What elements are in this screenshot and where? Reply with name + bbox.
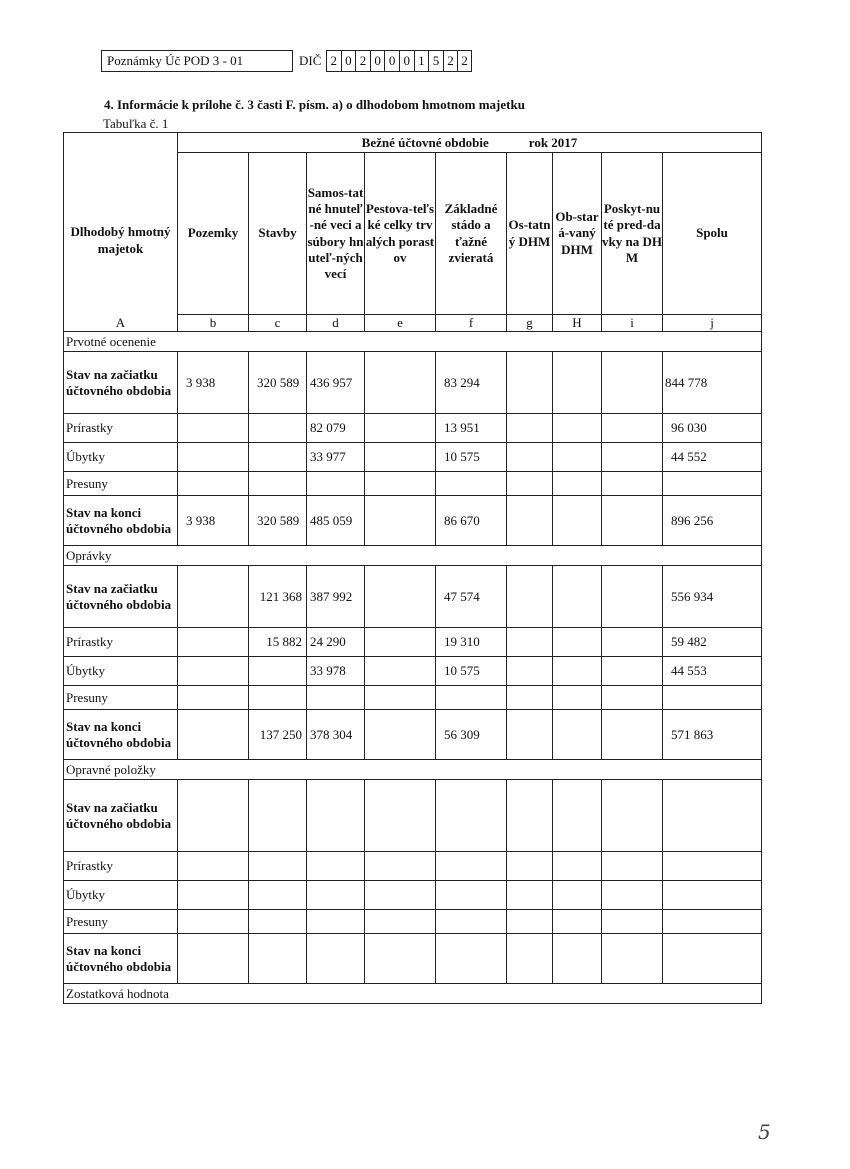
- table-cell: [553, 852, 602, 881]
- period-year: rok 2017: [528, 134, 578, 150]
- row-label: Stav na konci účtovného obdobia: [64, 710, 178, 760]
- table-cell: [365, 657, 436, 686]
- table-cell: [602, 910, 663, 934]
- row-label: Úbytky: [64, 657, 178, 686]
- dic-digit: 2: [443, 50, 458, 72]
- table-cell: [553, 657, 602, 686]
- table-cell: 86 670: [436, 496, 507, 546]
- fixed-assets-table: [63, 132, 762, 1004]
- table-cell: [553, 780, 602, 852]
- row-label: Prírastky: [64, 852, 178, 881]
- table-cell: [663, 686, 762, 710]
- document-reference: Poznámky Úč POD 3 - 01: [101, 50, 293, 72]
- table-row: [64, 352, 762, 414]
- table-cell: [507, 628, 553, 657]
- column-letter: g: [507, 315, 553, 332]
- table-cell: 844 778: [663, 352, 762, 414]
- row-label: Stav na konci účtovného obdobia: [64, 496, 178, 546]
- row-label: Presuny: [64, 472, 178, 496]
- table-row: [64, 710, 762, 760]
- table-cell: 44 552: [663, 443, 762, 472]
- table-cell: [436, 780, 507, 852]
- table-cell: [507, 910, 553, 934]
- table-cell: 82 079: [307, 414, 365, 443]
- table-cell: [602, 472, 663, 496]
- dic-digit: 5: [428, 50, 443, 72]
- table-cell: [365, 686, 436, 710]
- table-cell: [602, 443, 663, 472]
- table-cell: 10 575: [436, 443, 507, 472]
- dic-digit: 0: [384, 50, 399, 72]
- table-cell: 44 553: [663, 657, 762, 686]
- dic-digit: 0: [341, 50, 356, 72]
- table-cell: 436 957: [307, 352, 365, 414]
- table-cell: [602, 780, 663, 852]
- table-cell: [507, 472, 553, 496]
- table-cell: [553, 566, 602, 628]
- row-label: Úbytky: [64, 443, 178, 472]
- table-row: [64, 910, 762, 934]
- section-header: Oprávky: [64, 546, 762, 566]
- column-header-g: Os-tatný DHM: [507, 153, 553, 315]
- table-row: [64, 686, 762, 710]
- table-cell: [178, 443, 249, 472]
- table-cell: [507, 881, 553, 910]
- table-cell: 59 482: [663, 628, 762, 657]
- table-cell: [178, 472, 249, 496]
- table-cell: [507, 414, 553, 443]
- row-label: Prírastky: [64, 414, 178, 443]
- table-cell: [178, 910, 249, 934]
- dic-label: DIČ: [299, 53, 322, 68]
- table-cell: [663, 881, 762, 910]
- table-cell: 896 256: [663, 496, 762, 546]
- table-cell: [365, 443, 436, 472]
- table-cell: [249, 910, 307, 934]
- row-label: Stav na konci účtovného obdobia: [64, 934, 178, 984]
- column-letter: A: [115, 314, 126, 330]
- table-cell: [307, 780, 365, 852]
- table-cell: [249, 414, 307, 443]
- table-cell: [365, 780, 436, 852]
- table-cell: 556 934: [663, 566, 762, 628]
- column-letter: j: [663, 315, 762, 332]
- table-row: [64, 414, 762, 443]
- section-header: Prvotné ocenenie: [64, 332, 762, 352]
- table-row: [64, 852, 762, 881]
- table-cell: [365, 472, 436, 496]
- table-cell: [507, 934, 553, 984]
- table-cell: [178, 881, 249, 910]
- table-cell: [553, 881, 602, 910]
- table-cell: 15 882: [249, 628, 307, 657]
- row-label: Stav na začiatku účtovného obdobia: [64, 566, 178, 628]
- table-cell: [365, 414, 436, 443]
- column-letter: c: [249, 315, 307, 332]
- table-cell: 96 030: [663, 414, 762, 443]
- table-cell: 83 294: [436, 352, 507, 414]
- table-row: [64, 566, 762, 628]
- table-cell: 13 951: [436, 414, 507, 443]
- table-cell: [178, 710, 249, 760]
- table-cell: [602, 686, 663, 710]
- table-cell: 571 863: [663, 710, 762, 760]
- column-header-c: Stavby: [249, 153, 307, 315]
- table-row: [64, 780, 762, 852]
- table-cell: [553, 443, 602, 472]
- column-header-h: Ob-stará-vaný DHM: [553, 153, 602, 315]
- table-cell: [602, 352, 663, 414]
- table-cell: [249, 472, 307, 496]
- table-cell: [307, 934, 365, 984]
- table-cell: [249, 881, 307, 910]
- table-cell: 121 368: [249, 566, 307, 628]
- table-cell: [663, 780, 762, 852]
- table-cell: 137 250: [249, 710, 307, 760]
- table-cell: [507, 852, 553, 881]
- row-label: Úbytky: [64, 881, 178, 910]
- table-cell: [249, 657, 307, 686]
- row-label: Stav na začiatku účtovného obdobia: [64, 780, 178, 852]
- residual-value-row: Zostatková hodnota: [64, 984, 762, 1004]
- table-cell: [663, 910, 762, 934]
- section-title: 4. Informácie k prílohe č. 3 časti F. písm. a) o dlhodobom hmotnom majetku: [104, 97, 525, 112]
- dic-digit-boxes: [326, 50, 472, 72]
- table-cell: [507, 443, 553, 472]
- table-cell: [663, 852, 762, 881]
- period-label: Bežné účtovné obdobie: [361, 134, 489, 150]
- table-cell: 378 304: [307, 710, 365, 760]
- column-header-a: Dlhodobý hmotný majetok A: [64, 133, 178, 332]
- row-label: Prírastky: [64, 628, 178, 657]
- table-cell: [507, 686, 553, 710]
- table-cell: [307, 910, 365, 934]
- table-row: [64, 934, 762, 984]
- table-cell: [365, 496, 436, 546]
- table-cell: [178, 657, 249, 686]
- column-header-d: Samos-tatné hnuteľ-né veci a súbory hnuteľ-ných vecí: [307, 153, 365, 315]
- table-cell: [436, 881, 507, 910]
- table-cell: [365, 566, 436, 628]
- table-cell: 33 978: [307, 657, 365, 686]
- table-cell: [663, 472, 762, 496]
- table-cell: [249, 686, 307, 710]
- table-cell: [602, 496, 663, 546]
- table-cell: 3 938: [178, 352, 249, 414]
- table-cell: 19 310: [436, 628, 507, 657]
- table-cell: 320 589: [249, 496, 307, 546]
- table-cell: [602, 852, 663, 881]
- table-cell: [663, 934, 762, 984]
- table-cell: [553, 710, 602, 760]
- table-cell: [602, 881, 663, 910]
- column-letter: d: [307, 315, 365, 332]
- column-letter: b: [178, 315, 249, 332]
- table-cell: 33 977: [307, 443, 365, 472]
- table-cell: [307, 472, 365, 496]
- table-cell: [602, 628, 663, 657]
- table-cell: [507, 780, 553, 852]
- table-cell: 47 574: [436, 566, 507, 628]
- table-cell: 56 309: [436, 710, 507, 760]
- table-cell: [365, 881, 436, 910]
- table-row: [64, 496, 762, 546]
- table-cell: [178, 566, 249, 628]
- table-cell: [602, 566, 663, 628]
- dic-digit: 0: [370, 50, 385, 72]
- dic-digit: 2: [326, 50, 341, 72]
- table-cell: [553, 352, 602, 414]
- table-cell: [553, 496, 602, 546]
- table-row: [64, 657, 762, 686]
- table-cell: [507, 566, 553, 628]
- dic-digit: 2: [355, 50, 370, 72]
- table-cell: [178, 934, 249, 984]
- column-header-e: Pestova-teľské celky trvalých porastov: [365, 153, 436, 315]
- table-cell: [436, 910, 507, 934]
- table-cell: [602, 657, 663, 686]
- table-cell: [507, 657, 553, 686]
- table-cell: [365, 852, 436, 881]
- table-cell: [365, 628, 436, 657]
- table-cell: [436, 472, 507, 496]
- dic-digit: 1: [414, 50, 429, 72]
- table-label: Tabuľka č. 1: [103, 116, 169, 131]
- table-cell: [553, 414, 602, 443]
- table-cell: [436, 934, 507, 984]
- table-cell: [178, 414, 249, 443]
- section-header: Opravné položky: [64, 760, 762, 780]
- table-cell: [507, 710, 553, 760]
- table-cell: 24 290: [307, 628, 365, 657]
- table-cell: [307, 686, 365, 710]
- period-header: [178, 133, 762, 153]
- column-letter: f: [436, 315, 507, 332]
- table-cell: [365, 710, 436, 760]
- table-cell: [507, 352, 553, 414]
- table-cell: [365, 910, 436, 934]
- column-header-f: Základné stádo a ťažné zvieratá: [436, 153, 507, 315]
- table-cell: 320 589: [249, 352, 307, 414]
- table-cell: [507, 496, 553, 546]
- table-cell: 485 059: [307, 496, 365, 546]
- table-cell: [553, 472, 602, 496]
- table-cell: 3 938: [178, 496, 249, 546]
- table-cell: [249, 852, 307, 881]
- table-cell: [249, 780, 307, 852]
- table-cell: 387 992: [307, 566, 365, 628]
- table-cell: [178, 628, 249, 657]
- table-row: [64, 628, 762, 657]
- page-number: 5: [758, 1120, 771, 1144]
- table-cell: 10 575: [436, 657, 507, 686]
- table-cell: [602, 934, 663, 984]
- column-letter: i: [602, 315, 663, 332]
- table-row: [64, 443, 762, 472]
- table-cell: [178, 686, 249, 710]
- table-cell: [178, 780, 249, 852]
- column-letter: H: [553, 315, 602, 332]
- table-cell: [365, 934, 436, 984]
- table-cell: [602, 710, 663, 760]
- table-cell: [553, 910, 602, 934]
- table-cell: [553, 686, 602, 710]
- column-header-b: Pozemky: [178, 153, 249, 315]
- table-cell: [553, 934, 602, 984]
- dic-digit: 0: [399, 50, 414, 72]
- table-cell: [436, 686, 507, 710]
- table-cell: [178, 852, 249, 881]
- row-label: Stav na začiatku účtovného obdobia: [64, 352, 178, 414]
- column-letter: e: [365, 315, 436, 332]
- table-cell: [436, 852, 507, 881]
- table-cell: [553, 628, 602, 657]
- column-header-i: Poskyt-nuté pred-davky na DHM: [602, 153, 663, 315]
- table-row: [64, 472, 762, 496]
- table-cell: [365, 352, 436, 414]
- row-label: Presuny: [64, 686, 178, 710]
- table-cell: [602, 414, 663, 443]
- table-cell: [307, 852, 365, 881]
- row-label: Presuny: [64, 910, 178, 934]
- table-cell: [249, 443, 307, 472]
- table-cell: [249, 934, 307, 984]
- column-header-j: Spolu: [663, 153, 762, 315]
- table-row: [64, 881, 762, 910]
- table-cell: [307, 881, 365, 910]
- dic-digit: 2: [457, 50, 472, 72]
